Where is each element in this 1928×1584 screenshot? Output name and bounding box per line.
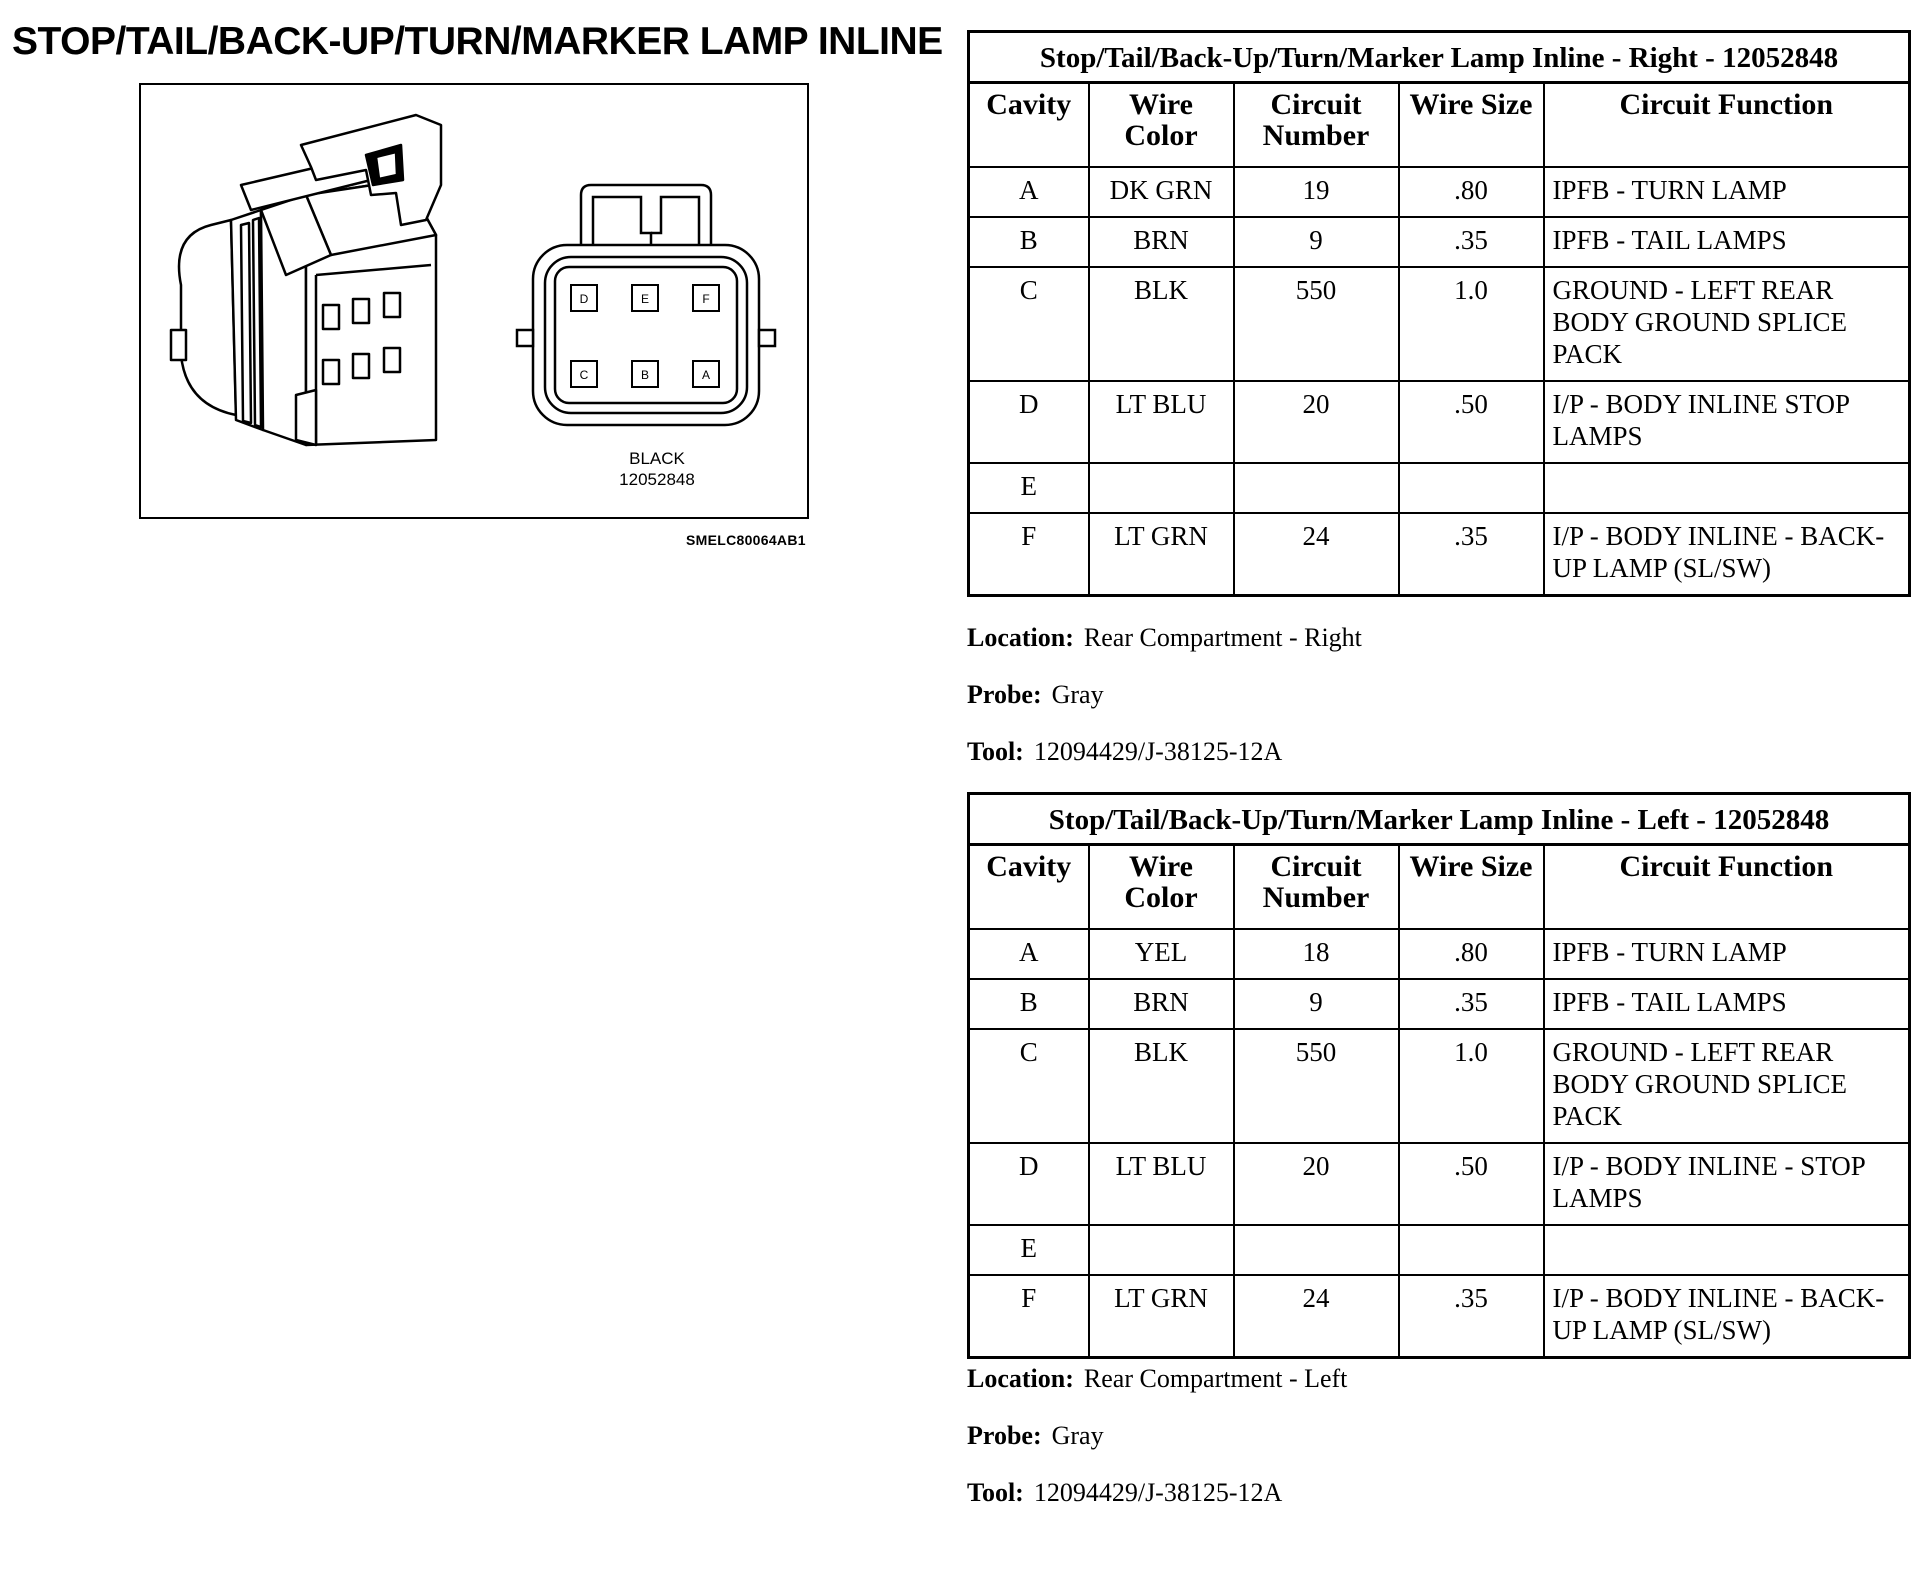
cell-cavity: E <box>969 1225 1089 1275</box>
page-title: STOP/TAIL/BACK-UP/TURN/MARKER LAMP INLINE <box>12 20 943 63</box>
cell-circuit-number: 20 <box>1234 381 1399 463</box>
probe-label: Probe: <box>967 680 1042 709</box>
cell-circuit-number: 550 <box>1234 1029 1399 1143</box>
cell-circuit-number: 9 <box>1234 979 1399 1029</box>
connector-part-number: 12052848 <box>619 470 695 489</box>
location-value: Rear Compartment - Right <box>1083 623 1362 652</box>
header-circuit-number: Circuit Number <box>1234 845 1399 930</box>
cell-circuit-function: I/P - BODY INLINE - BACK-UP LAMP (SL/SW) <box>1544 1275 1910 1358</box>
cell-circuit-number: 24 <box>1234 1275 1399 1358</box>
cell-wire-color <box>1089 1225 1234 1275</box>
cell-circuit-number <box>1234 1225 1399 1275</box>
connector-figure <box>139 83 809 519</box>
cell-cavity: F <box>969 513 1089 596</box>
cell-cavity: D <box>969 381 1089 463</box>
table-row <box>969 929 1910 979</box>
cell-cavity: C <box>969 1029 1089 1143</box>
cell-circuit-number: 550 <box>1234 267 1399 381</box>
cell-wire-size: .80 <box>1399 167 1544 217</box>
header-wire-color: Wire Color <box>1089 83 1234 168</box>
table-row <box>969 1225 1910 1275</box>
cell-wire-size: .35 <box>1399 217 1544 267</box>
cell-cavity: B <box>969 979 1089 1029</box>
cell-wire-color: LT BLU <box>1089 1143 1234 1225</box>
probe-value: Gray <box>1051 680 1104 709</box>
cell-circuit-function: IPFB - TURN LAMP <box>1544 929 1910 979</box>
cavity-label-d: D <box>579 292 589 306</box>
table-row <box>969 167 1910 217</box>
cell-wire-size: .35 <box>1399 979 1544 1029</box>
cell-wire-size: 1.0 <box>1399 267 1544 381</box>
cell-wire-color: LT GRN <box>1089 1275 1234 1358</box>
cell-cavity: F <box>969 1275 1089 1358</box>
cell-wire-color: BRN <box>1089 217 1234 267</box>
probe-line <box>967 1421 1104 1451</box>
table-title: Stop/Tail/Back-Up/Turn/Marker Lamp Inline - Left - 12052848 <box>967 792 1911 843</box>
cell-wire-color: LT BLU <box>1089 381 1234 463</box>
cell-wire-size <box>1399 463 1544 513</box>
cavity-label-e: E <box>640 292 650 306</box>
cell-cavity: C <box>969 267 1089 381</box>
tool-value: 12094429/J-38125-12A <box>1033 737 1283 766</box>
table-row <box>969 1275 1910 1358</box>
cell-cavity: A <box>969 167 1089 217</box>
cell-circuit-number <box>1234 463 1399 513</box>
cell-circuit-function: GROUND - LEFT REAR BODY GROUND SPLICE PACK <box>1544 267 1910 381</box>
header-wire-color: Wire Color <box>1089 845 1234 930</box>
cell-wire-size <box>1399 1225 1544 1275</box>
probe-value: Gray <box>1051 1421 1104 1450</box>
table-row <box>969 381 1910 463</box>
cell-cavity: A <box>969 929 1089 979</box>
header-wire-size: Wire Size <box>1399 845 1544 930</box>
cell-wire-size: .35 <box>1399 1275 1544 1358</box>
cell-circuit-number: 18 <box>1234 929 1399 979</box>
table-row <box>969 979 1910 1029</box>
tool-label: Tool: <box>967 1478 1024 1507</box>
tool-label: Tool: <box>967 737 1024 766</box>
table-row <box>969 1029 1910 1143</box>
table-row <box>969 267 1910 381</box>
table-row <box>969 463 1910 513</box>
cell-circuit-function: I/P - BODY INLINE - BACK-UP LAMP (SL/SW) <box>1544 513 1910 596</box>
table-header-row <box>969 83 1910 168</box>
tool-value: 12094429/J-38125-12A <box>1033 1478 1283 1507</box>
table-header-row <box>969 845 1910 930</box>
cell-cavity: B <box>969 217 1089 267</box>
cell-wire-size: .35 <box>1399 513 1544 596</box>
cell-circuit-number: 9 <box>1234 217 1399 267</box>
header-circuit-function: Circuit Function <box>1544 83 1910 168</box>
connector-3d-view <box>171 115 441 445</box>
cavity-label-a: A <box>701 368 711 382</box>
header-cavity: Cavity <box>969 845 1089 930</box>
cell-cavity: D <box>969 1143 1089 1225</box>
cell-cavity: E <box>969 463 1089 513</box>
cell-circuit-number: 24 <box>1234 513 1399 596</box>
cell-wire-size: .50 <box>1399 381 1544 463</box>
cell-wire-color: BRN <box>1089 979 1234 1029</box>
cavity-label-f: F <box>702 292 710 306</box>
header-circuit-function: Circuit Function <box>1544 845 1910 930</box>
header-cavity: Cavity <box>969 83 1089 168</box>
cell-circuit-function <box>1544 463 1910 513</box>
cell-wire-size: .80 <box>1399 929 1544 979</box>
cavity-label-b: B <box>640 368 650 382</box>
location-line <box>967 1364 1347 1394</box>
connector-table-right <box>967 30 1911 597</box>
cell-wire-color: BLK <box>1089 1029 1234 1143</box>
cell-circuit-function: GROUND - LEFT REAR BODY GROUND SPLICE PACK <box>1544 1029 1910 1143</box>
table-title: Stop/Tail/Back-Up/Turn/Marker Lamp Inline - Right - 12052848 <box>967 30 1911 81</box>
table-row <box>969 1143 1910 1225</box>
connector-illustration <box>141 85 807 517</box>
location-label: Location: <box>967 1364 1074 1393</box>
cell-wire-color: BLK <box>1089 267 1234 381</box>
header-wire-size: Wire Size <box>1399 83 1544 168</box>
location-value: Rear Compartment - Left <box>1083 1364 1348 1393</box>
table-row <box>969 217 1910 267</box>
header-circuit-number: Circuit Number <box>1234 83 1399 168</box>
cell-circuit-number: 19 <box>1234 167 1399 217</box>
cell-circuit-function: IPFB - TAIL LAMPS <box>1544 979 1910 1029</box>
location-label: Location: <box>967 623 1074 652</box>
tool-line <box>967 737 1282 767</box>
figure-code: SMELC80064AB1 <box>686 532 806 548</box>
cell-circuit-function: IPFB - TURN LAMP <box>1544 167 1910 217</box>
connector-table-left <box>967 792 1911 1359</box>
cell-circuit-function: IPFB - TAIL LAMPS <box>1544 217 1910 267</box>
table-row <box>969 513 1910 596</box>
cell-circuit-number: 20 <box>1234 1143 1399 1225</box>
cell-wire-color <box>1089 463 1234 513</box>
probe-line <box>967 680 1104 710</box>
cell-circuit-function: I/P - BODY INLINE STOP LAMPS <box>1544 381 1910 463</box>
cell-circuit-function <box>1544 1225 1910 1275</box>
cell-wire-color: DK GRN <box>1089 167 1234 217</box>
cell-wire-color: LT GRN <box>1089 513 1234 596</box>
cell-circuit-function: I/P - BODY INLINE - STOP LAMPS <box>1544 1143 1910 1225</box>
cavity-label-c: C <box>579 368 589 382</box>
location-line <box>967 623 1362 653</box>
cell-wire-size: 1.0 <box>1399 1029 1544 1143</box>
probe-label: Probe: <box>967 1421 1042 1450</box>
cell-wire-size: .50 <box>1399 1143 1544 1225</box>
tool-line <box>967 1478 1282 1508</box>
connector-color-label: BLACK <box>629 449 685 468</box>
cell-wire-color: YEL <box>1089 929 1234 979</box>
